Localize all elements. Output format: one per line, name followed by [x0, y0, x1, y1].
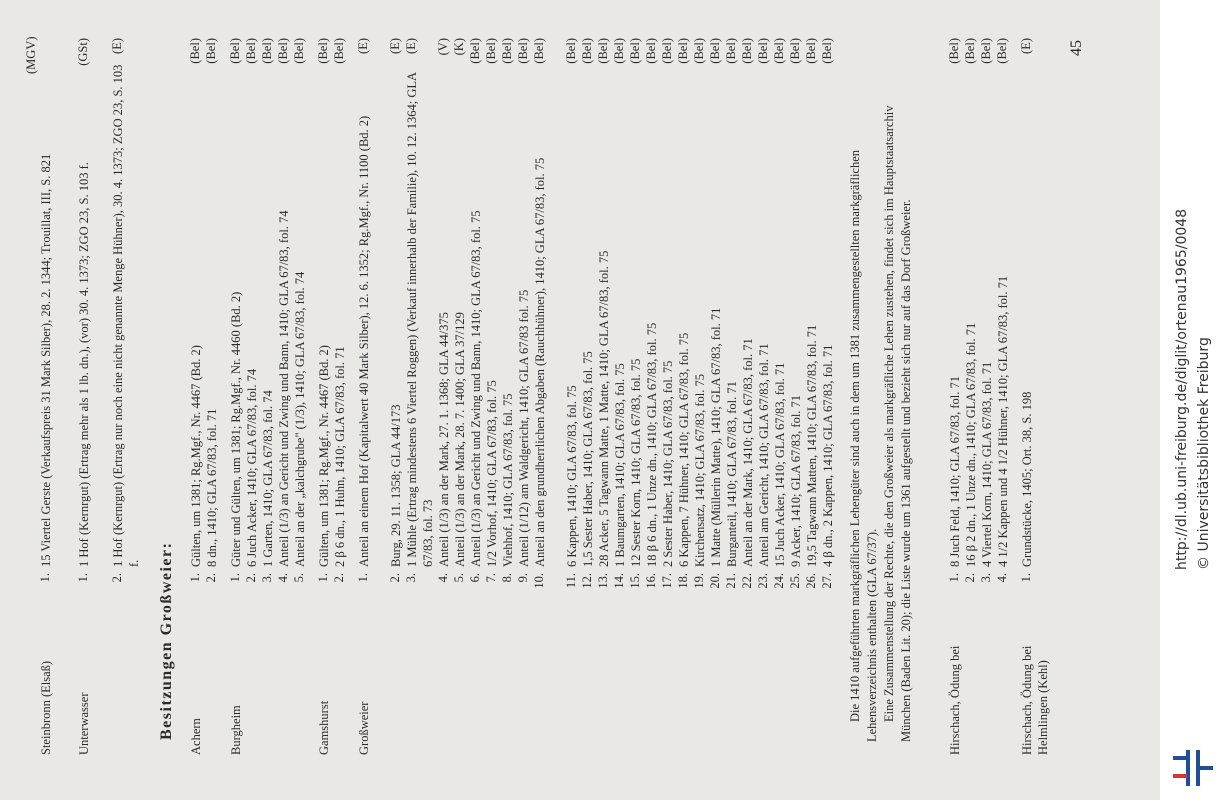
entry-row: 25. 9 Acker, 1410; GLA 67/83, fol. 71 (Bel) — [788, 38, 803, 589]
place-name: Unterwasser — [77, 692, 91, 755]
entry-row: 11. 6 Kappen, 1410; GLA 67/83, fol. 75 (Bel) — [564, 38, 579, 589]
entry-row: 20. 1 Matte (Müllerin Matte), 1410; GLA 67/83, fol. 71 (Bel) — [708, 38, 723, 589]
entry-row: 6. Anteil (1/3) an Gericht und Zwing und Bann, 1410; GLA 67/83, fol. 75 (Bel) — [468, 38, 483, 583]
entry-row: 23. Anteil am Gericht, 1410; GLA 67/83, fol. 71 (Bel) — [756, 38, 771, 589]
section-heading: Besitzungen Großweier: — [158, 541, 175, 740]
place-name: Achern — [189, 718, 203, 755]
library-logo-icon — [1173, 748, 1213, 788]
copyright-notice: © Universitätsbibliothek Freiburg — [1196, 337, 1212, 570]
entry-row: 26. 19,5 Tagwann Matten, 1410; GLA 67/83, fol. 71 (Bel) — [804, 38, 819, 589]
entry-row: 27. 4 β dn., 2 Kappen, 1410; GLA 67/83, fol. 71 (Bel) — [820, 38, 835, 589]
entry-row: 2. 2 β 6 dn., 1 Huhn, 1410; GLA 67/83, fol. 71 (Bel) — [332, 38, 347, 583]
entry-row: 4. Anteil (1/3) an Gericht und Zwing und Bann, 1410; GLA 67/83, fol. 74 (Bel) — [276, 38, 291, 583]
entry-row: Achern 1. Gülten, um 1381; Rg.Mgf., Nr. 4467 (Bd. 2) (Bel) — [188, 38, 203, 755]
entry-row: 2. 1 Hof (Kernrgut) (Ertrag nur noch eine nicht genannte Menge Hühner), 30. 4. 1373; ZGO 23, S. 103 f. (E) — [110, 38, 141, 583]
entry-row: Unterwasser 1. 1 Hof (Kernrgut) (Ertrag mehr als 1 lb. dn.), (vor) 30. 4. 1373; ZGO 23, S. 103 f. (GSt) — [76, 38, 91, 755]
entry-row: 7. 1/2 Vorhof, 1410; GLA 67/83, fol. 75 (Bel) — [484, 38, 499, 583]
entry-row: 13. 28 Acker, 5 Tagwann Matte, 1 Matte, 1410; GLA 67/83, fol. 75 (Bel) — [596, 38, 611, 589]
place-name: Hirschach, Ödung bei Helmlingen (Kehl) — [1020, 645, 1050, 755]
viewer-sidebar — [1160, 0, 1220, 800]
entry-row: Hirschach, Ödung bei Helmlingen (Kehl) 1. Grundstücke, 1405; Ort. 38, S. 198 (E) — [1019, 38, 1050, 755]
entry-row: 3. 1 Mühle (Ertrag mindestens 6 Viertel Roggen) (Verkauf innerhalb der Familie), 10. 12. 1364; GLA 67/83, fol. 73 (E) — [404, 38, 435, 583]
entry-row: 14. 1 Baumgarten, 1410; GLA 67/83, fol. 75 (Bel) — [612, 38, 627, 589]
entry-row: 22. Anteil an der Mark, 1410; GLA 67/83, fol. 71 (Bel) — [740, 38, 755, 589]
entry-row: 4. 4 1/2 Kappen und 4 1/2 Hühner, 1410; GLA 67/83, fol. 71 (Bel) — [995, 38, 1010, 583]
place-name: Hirschach, Ödung bei — [948, 645, 962, 755]
entry-row: Burgheim 1. Güter und Gülten, um 1381; Rg.Mgf., Nr. 4460 (Bd. 2) (Bel) — [228, 38, 243, 755]
entry-row: 2. Burg, 29. 11. 1358; GLA 44/173 (E) — [388, 38, 403, 583]
entry-row: 19. Kirchensatz, 1410; GLA 67/83, fol. 75 (Bel) — [692, 38, 707, 589]
page-number: 45 — [1068, 40, 1085, 56]
entry-row: Großweier 1. Anteil an einem Hof (Kapitalwert 40 Mark Silber), 12. 6. 1352; Rg.Mgf., Nr. 1100 (Bd. 2) (E) — [356, 38, 371, 755]
entry-row: 24. 15 Juch Acker, 1410; GLA 67/83, fol. 71 (Bel) — [772, 38, 787, 589]
entry-row: 2. 8 dn., 1410; GLA 67/83, fol. 71 (Bel) — [204, 38, 219, 583]
entry-row: 15. 12 Sester Korn, 1410; GLA 67/83, fol. 75 (Bel) — [628, 38, 643, 589]
source-url[interactable]: http://dl.ub.uni-freiburg.de/diglit/ortenau1965/0048 — [1174, 208, 1190, 570]
paragraph: Eine Zusammenstellung der Rechte, die den Großweier als markgräfliche Lehen zustehen, findet sich im Hauptstaatsarchiv München (Baden Lit. 20); die Liste wurde um 1361 aufgestellt und bezieht sich nur auf das Dorf Großweier. — [882, 105, 913, 742]
entry-row: 12. 1,5 Sester Haber, 1410; GLA 67/83, fol. 75 (Bel) — [580, 38, 595, 589]
entry-row: 2. 6 Juch Acker, 1410; GLA 67/83, fol. 74 (Bel) — [244, 38, 259, 583]
entry-row: 8. Viehhof, 1410; GLA 67/83, fol. 75 (Bel) — [500, 38, 515, 583]
place-name: Steinbronn (Elsaß) — [39, 660, 53, 755]
entry-row: Gamshurst 1. Gülten, um 1381; Rg.Mgf., Nr. 4467 (Bd. 2) (Bel) — [316, 38, 331, 755]
place-name: Großweier — [357, 701, 371, 755]
entry-row: 16. 18 β 6 dn., 1 Unze dn., 1410; GLA 67/83, fol. 75 (Bel) — [644, 38, 659, 589]
entry-row: Steinbronn (Elsaß) 1. 15 Viertel Gerste (Verkaufspreis 31 Mark Silber), 28. 2. 1344; Trouillat, III, S. 821 (MGV) — [24, 36, 53, 755]
entry-row: 18. 6 Kappen, 7 Hühner, 1410; GLA 67/83, fol. 75 (Bel) — [676, 38, 691, 589]
entry-row: 3. 4 Viertel Korn, 1410; GLA 67/83, fol. 71 (Bel) — [979, 38, 994, 583]
entry-row: Hirschach, Ödung bei 1. 8 Juch Feld, 1410; GLA 67/83, fol. 71 (Bel) — [947, 38, 962, 755]
entry-row: 21. Burganteil, 1410; GLA 67/83, fol. 71 (Bel) — [724, 38, 739, 589]
entry-row: 2. 16 β 2 dn., 1 Unze dn., 1410; GLA 67/83, fol. 71 (Bel) — [963, 38, 978, 583]
entry-row: 17. 2 Sester Haber, 1410; GLA 67/83, fol. 75 (Bel) — [660, 38, 675, 589]
entry-row: 10. Anteil an den grundherrlichen Abgaben (Rauchhühner), 1410; GLA 67/83, fol. 75 (Bel) — [532, 38, 547, 589]
entry-row: 4. Anteil (1/3) an der Mark, 27. 1. 1368; GLA 44/375 (V) — [436, 38, 451, 583]
entry-row: 5. Anteil (1/3) an der Mark, 28. 7. 1400; GLA 37/129 (K) — [452, 38, 467, 583]
place-name: Gamshurst — [317, 700, 331, 755]
entry-row: 5. Anteil an der „kalchgrube" (1/3), 1410; GLA 67/83, fol. 74 (Bel) — [292, 38, 307, 583]
entry-row: 3. 1 Garten, 1410; GLA 67/83, fol. 74 (Bel) — [260, 38, 275, 583]
paragraph: Die 1410 aufgeführten markgräflichen Lehengüter sind auch in dem um 1381 zusammengestellten markgräflichen Lehensverzeichnis enthalten (GLA 67/37). — [848, 149, 879, 742]
entry-row: 9. Anteil (1/12) am Waldgericht, 1410; GLA 67/83 fol. 75 (Bel) — [516, 38, 531, 583]
place-name: Burgheim — [229, 705, 243, 755]
